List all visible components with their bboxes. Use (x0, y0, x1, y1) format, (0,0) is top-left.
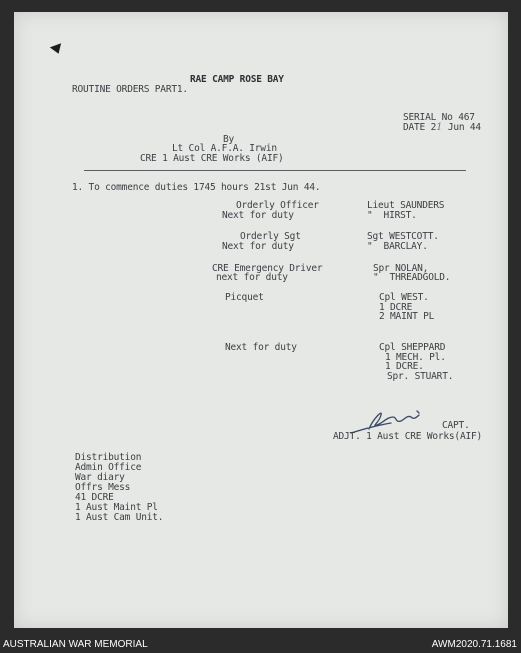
duty-name: " HIRST. (367, 210, 417, 221)
duty-label: next for duty (216, 272, 288, 283)
next-for-duty-label: Next for duty (225, 342, 297, 353)
duty-label: Orderly Officer (236, 200, 319, 211)
document-date: DATE 21 Jun 44 (403, 122, 481, 133)
document-page (14, 12, 508, 628)
distribution-item: 41 DCRE (75, 492, 114, 503)
divider-line (84, 170, 466, 171)
issuer-unit: CRE 1 Aust CRE Works (AIF) (140, 153, 284, 164)
duty-label: CRE Emergency Driver (212, 263, 323, 274)
distribution-item: 1 Aust Cam Unit. (75, 512, 164, 523)
duty-name: Sgt WESTCOTT. (367, 231, 439, 242)
duty-name: " THREADGOLD. (373, 272, 451, 283)
distribution-item: 1 Aust Maint Pl (75, 502, 158, 513)
picquet-label: Picquet (225, 292, 264, 303)
distribution-label: Distribution (75, 452, 142, 463)
routine-orders-heading: ROUTINE ORDERS PART1. (72, 84, 188, 95)
next-name: 1 MECH. Pl. (385, 352, 446, 363)
next-name: Cpl SHEPPARD (379, 342, 446, 353)
duty-label: Orderly Sgt (240, 231, 301, 242)
footer-accession-number: AWM2020.71.1681 (431, 639, 517, 650)
signatory-rank: CAPT. (442, 420, 470, 431)
distribution-item: War diary (75, 472, 125, 483)
issuer-name: Lt Col A.F.A. Irwin (172, 143, 277, 154)
footer-bar (0, 636, 521, 653)
footer-credit: AUSTRALIAN WAR MEMORIAL (3, 639, 148, 650)
serial-number: SERIAL No 467 (403, 112, 475, 123)
distribution-item: Admin Office (75, 462, 142, 473)
duty-label: Next for duty (222, 210, 294, 221)
distribution-item: Offrs Mess (75, 482, 131, 493)
duty-name: Lieut SAUNDERS (367, 200, 445, 211)
duty-label: Next for duty (222, 241, 294, 252)
picquet-name: 2 MAINT PL (379, 311, 435, 322)
corner-mark-icon (50, 43, 64, 56)
issuer-by: By (223, 134, 235, 145)
next-name: Spr. STUART. (387, 371, 454, 382)
document-title: RAE CAMP ROSE BAY (190, 74, 284, 85)
picquet-name: Cpl WEST. (379, 292, 429, 303)
picquet-name: 1 DCRE (379, 302, 413, 313)
order-paragraph: 1. To commence duties 1745 hours 21st Jun 44. (72, 182, 321, 193)
signatory-title: ADJT. 1 Aust CRE Works(AIF) (333, 431, 483, 442)
date-handwritten: 1 (436, 122, 443, 133)
next-name: 1 DCRE. (385, 361, 424, 372)
duty-name: Spr NOLAN, (373, 263, 429, 274)
duty-name: " BARCLAY. (367, 241, 428, 252)
